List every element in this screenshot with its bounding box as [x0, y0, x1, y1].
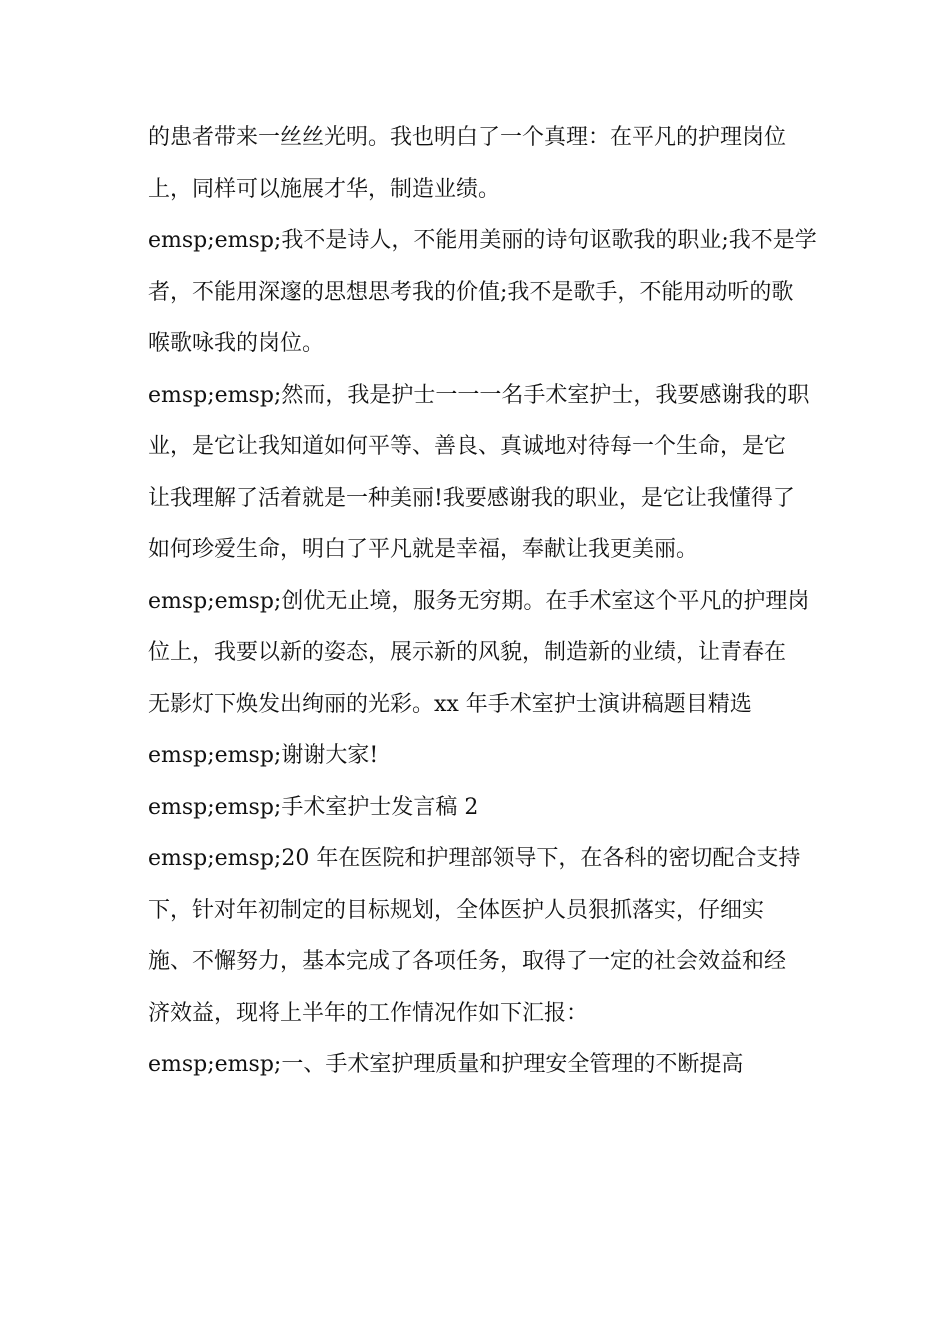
text-line: 的患者带来一丝丝光明。我也明白了一个真理：在平凡的护理岗位	[148, 125, 787, 150]
text-line: 业，是它让我知道如何平等、善良、真诚地对待每一个生命，是它	[148, 434, 787, 459]
body-text	[148, 112, 817, 1091]
text-line: 无影灯下焕发出绚丽的光彩。xx 年手术室护士演讲稿题目精选	[148, 691, 752, 717]
text-line: 如何珍爱生命，明白了平凡就是幸福，奉献让我更美丽。	[148, 537, 699, 562]
text-line: emsp;emsp;我不是诗人，不能用美丽的诗句讴歌我的职业;我不是学	[148, 228, 817, 253]
text-line: 下，针对年初制定的目标规划，全体医护人员狠抓落实，仔细实	[148, 897, 765, 923]
text-line: 让我理解了活着就是一种美丽!我要感谢我的职业，是它让我懂得了	[148, 485, 795, 511]
text-line: emsp;emsp;20 年在医院和护理部领导下，在各科的密切配合支持	[148, 846, 801, 871]
section-heading: emsp;emsp;手术室护士发言稿 2	[148, 794, 479, 820]
text-line: 位上，我要以新的姿态，展示新的风貌，制造新的业绩，让青春在	[148, 640, 787, 665]
text-line: 者，不能用深邃的思想思考我的价值;我不是歌手，不能用动听的歌	[148, 279, 794, 305]
text-line: emsp;emsp;创优无止境，服务无穷期。在手术室这个平凡的护理岗	[148, 588, 810, 614]
text-line: emsp;emsp;谢谢大家!	[148, 743, 379, 768]
text-line: 施、不懈努力，基本完成了各项任务，取得了一定的社会效益和经	[148, 949, 787, 974]
text-line: 济效益，现将上半年的工作情况作如下汇报：	[148, 1000, 589, 1026]
text-line: emsp;emsp;一、手术室护理质量和护理安全管理的不断提高	[148, 1052, 744, 1077]
text-line: 上，同样可以施展才华，制造业绩。	[148, 176, 501, 202]
text-line: emsp;emsp;然而，我是护士一一一名手术室护士，我要感谢我的职	[148, 382, 810, 408]
text-line: 喉歌咏我的岗位。	[148, 331, 325, 356]
